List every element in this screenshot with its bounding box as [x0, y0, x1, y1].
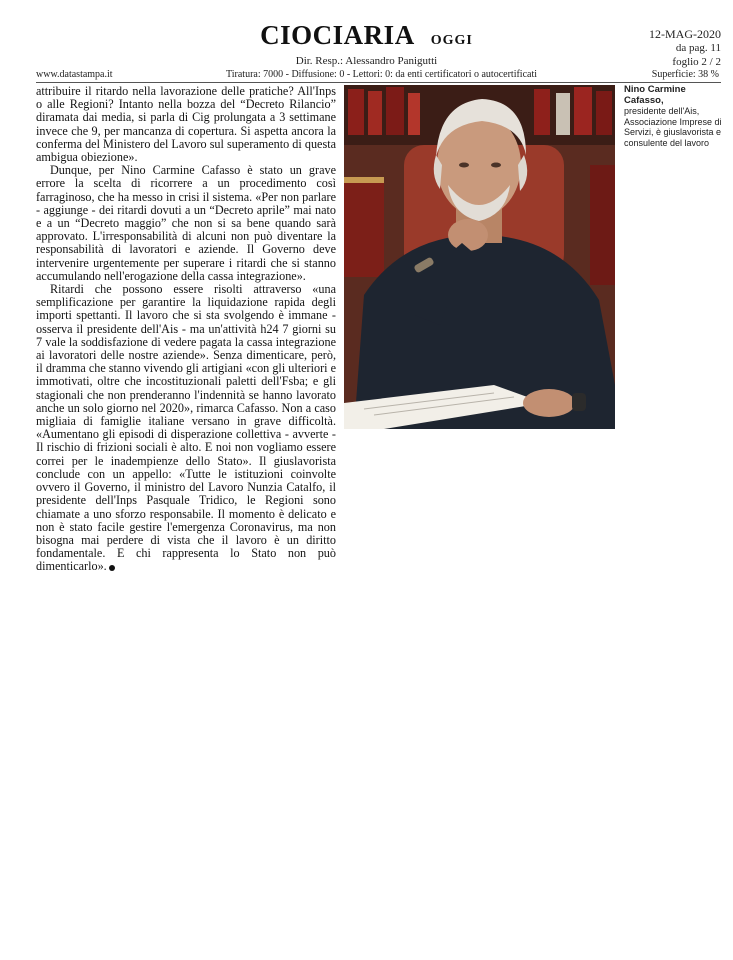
director-line: Dir. Resp.: Alessandro Panigutti [295, 55, 438, 67]
end-mark-icon [109, 565, 115, 571]
article-paragraph [36, 283, 336, 573]
publication-meta [649, 27, 721, 69]
sheet-number: foglio 2 / 2 [672, 56, 721, 68]
meta-line [36, 69, 721, 83]
circulation-info: Tiratura: 7000 - Diffusione: 0 - Lettori: 0: da enti certificatori o autocertificati [226, 69, 538, 80]
page-number: da pag. 11 [675, 42, 721, 54]
caption-name: Nino Carmine Cafasso, [624, 84, 686, 106]
photo-caption [624, 85, 726, 148]
masthead [0, 20, 733, 51]
portrait-photo [344, 85, 615, 429]
article-paragraph: Dunque, per Nino Carmine Cafasso è stato un grave errore la scelta di ricorrere a un procedimento così farraginoso, che ha messo in crisi il sistema. «Per non parlare - aggiunge - dei ritardi dovuti a un “Decreto aprile” mai nato e a un “Decreto maggio” che non si sa bene quando sarà approvato. L'irresponsabilità di alcuni non può diventare la responsabilità di lavoratori e aziende. Il Governo deve intervenire urgentemente per superare i ritardi che si stanno accumulando nell'erogazione della cassa integrazione». [36, 163, 336, 283]
caption-text: presidente dell'Ais, Associazione Imprese di Servizi, è giuslavorista e consulente del lavoro [624, 106, 722, 148]
source-site: www.datastampa.it [36, 69, 113, 80]
article-column [36, 85, 336, 574]
portrait-illustration [344, 85, 615, 429]
newspaper-title: CIOCIARIA [260, 20, 415, 50]
article-paragraph: attribuire il ritardo nella lavorazione delle pratiche? All'Inps o alle Regioni? Intanto nella bozza del “Decreto Rilancio” diramata dai media, si parla di Cig prolungata a 3 settimane invece che 9, per mancanza di copertura. Si aspetta ancora la conferma del Ministero del Lavoro sul superamento di questa ambigua obiezione». [36, 84, 336, 165]
article-paragraph-text: Ritardi che possono essere risolti attraverso «una semplificazione per garantire la liquidazione rapida degli importi spettanti. Il lavoro che si sta svolgendo è immane - osserva il presidente dell'Ais - ma un'attività h24 7 giorni su 7 vale la soddisfazione di vedere pagata la cassa integrazione ai lavoratori delle nostre aziende». Senza dimenticare, però, il dramma che stanno vivendo gli artigiani «con gli ulteriori e immotivati, oltre che incostituzionali paletti dell'Fsba; e gli stagionali che non prenderanno l'indennità se hanno lavorato anche un solo giorno nel 2020», rimarca Cafasso. Non a caso migliaia di famiglie italiane versano in grave difficoltà. «Aumentano gli episodi di disperazione collettiva - avverte - Il rischio di frizioni sociali è alto. E noi non vogliamo essere correi per le inadempienze dello Stato». Il giuslavorista conclude con un appello: «Tutte le istituzioni coinvolte ovvero il Governo, il ministro del Lavoro Nunzia Catalfo, il presidente dell'Inps Pasquale Tridico, le Regioni sono chiamate a uno sforzo responsabile. Il momento è delicato e non è stato facile gestire l'emergenza Coronavirus, ma non bisogna mai perdere di vista che il lavoro è un diritto fondamentale. E chi rappresenta lo Stato non può dimenticarlo». [36, 282, 336, 574]
newspaper-subtitle: OGGI [430, 33, 473, 48]
surface-info: Superficie: 38 % [651, 69, 719, 80]
publication-date: 12-MAG-2020 [649, 27, 721, 41]
